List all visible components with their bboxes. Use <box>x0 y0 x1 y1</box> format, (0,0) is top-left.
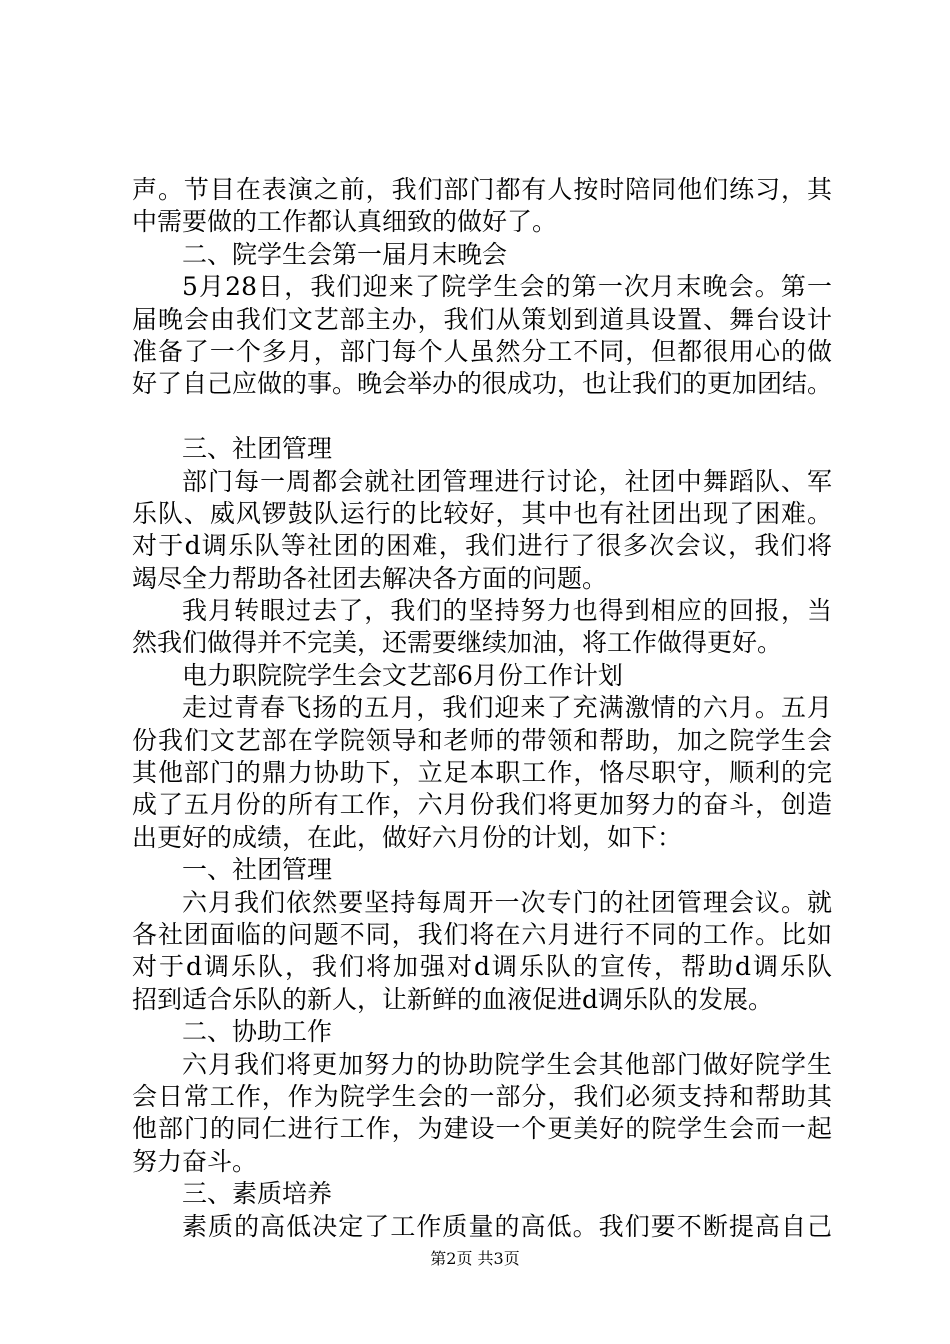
body-line: 准备了一个多月，部门每个人虽然分工不同，但都很用心的做 <box>132 336 832 366</box>
body-line: 届晚会由我们文艺部主办，我们从策划到道具设置、舞台设计 <box>132 304 832 334</box>
body-line: 然我们做得并不完美，还需要继续加油，将工作做得更好。 <box>132 628 783 658</box>
paragraph-first-line: 六月我们将更加努力的协助院学生会其他部门做好院学生 <box>182 1049 832 1079</box>
section-heading: 一、社团管理 <box>182 855 333 885</box>
body-line: 中需要做的工作都认真细致的做好了。 <box>132 207 558 237</box>
body-line: 他部门的同仁进行工作，为建设一个更美好的院学生会而一起 <box>132 1114 832 1144</box>
section-heading: 三、素质培养 <box>182 1179 333 1209</box>
body-line: 会日常工作，作为院学生会的一部分，我们必须支持和帮助其 <box>132 1081 832 1111</box>
body-line: 竭尽全力帮助各社团去解决各方面的问题。 <box>132 563 608 593</box>
paragraph-first-line: 5月28日，我们迎来了院学生会的第一次月末晚会。第一 <box>182 272 832 302</box>
section-heading: 三、社团管理 <box>182 434 333 464</box>
body-line: 声。节目在表演之前，我们部门都有人按时陪同他们练习，其 <box>132 175 832 204</box>
body-line: 努力奋斗。 <box>132 1146 258 1176</box>
body-line: 成了五月份的所有工作，六月份我们将更加努力的奋斗，创造 <box>132 790 832 820</box>
section-heading: 二、院学生会第一届月末晚会 <box>182 239 508 269</box>
body-line: 对于d调乐队等社团的困难，我们进行了很多次会议，我们将 <box>132 531 832 561</box>
blank-line <box>132 401 832 433</box>
body-line: 好了自己应做的事。晚会举办的很成功，也让我们的更加团结。 <box>132 369 832 399</box>
body-line: 对于d调乐队，我们将加强对d调乐队的宣传，帮助d调乐队 <box>132 952 832 982</box>
body-line: 其他部门的鼎力协助下，立足本职工作，恪尽职守，顺利的完 <box>132 758 832 788</box>
paragraph-first-line: 走过青春飞扬的五月，我们迎来了充满激情的六月。五月 <box>182 693 832 723</box>
paragraph-first-line: 我月转眼过去了，我们的坚持努力也得到相应的回报，当 <box>182 596 832 626</box>
paragraph-first-line: 部门每一周都会就社团管理进行讨论，社团中舞蹈队、军 <box>182 466 832 496</box>
body-line: 出更好的成绩，在此，做好六月份的计划，如下： <box>132 822 683 852</box>
section-heading: 二、协助工作 <box>182 1017 333 1047</box>
body-line: 乐队、威风锣鼓队运行的比较好，其中也有社团出现了困难。 <box>132 498 832 528</box>
paragraph-first-line: 六月我们依然要坚持每周开一次专门的社团管理会议。就 <box>182 887 832 917</box>
paragraph-first-line: 素质的高低决定了工作质量的高低。我们要不断提高自己 <box>182 1211 832 1241</box>
plan-title: 电力职院院学生会文艺部6月份工作计划 <box>182 660 623 690</box>
body-line: 招到适合乐队的新人，让新鲜的血液促进d调乐队的发展。 <box>132 984 774 1014</box>
page-number-footer: 第2页 共3页 <box>430 1249 520 1268</box>
document-body <box>132 174 832 1243</box>
body-line: 份我们文艺部在学院领导和老师的带领和帮助，加之院学生会 <box>132 725 832 755</box>
body-line: 各社团面临的问题不同，我们将在六月进行不同的工作。比如 <box>132 919 832 949</box>
